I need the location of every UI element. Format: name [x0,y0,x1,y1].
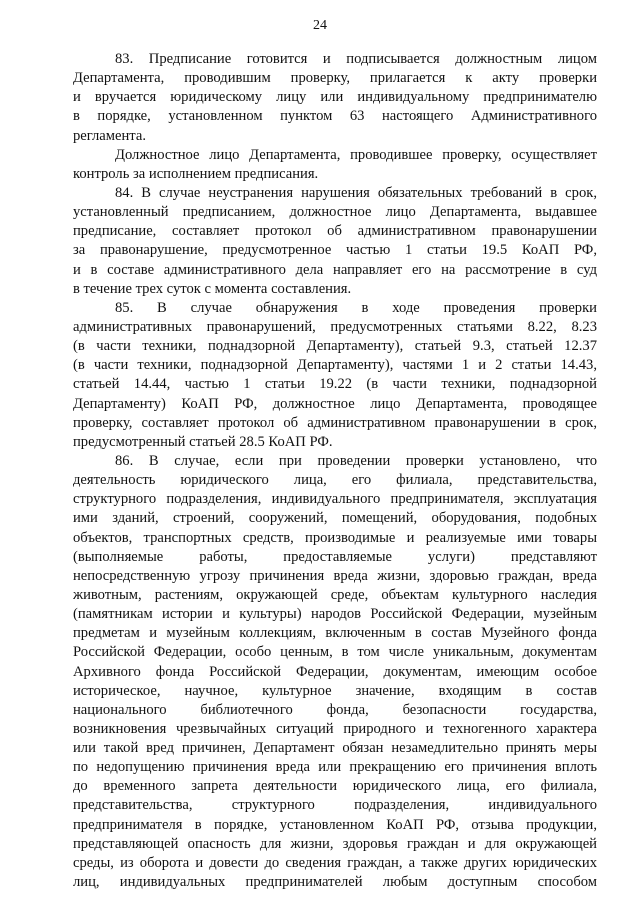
text-line: деятельность юридического лица, его филиала, представительства, [73,472,597,489]
text-line: предпринимателя в порядке, установленном КоАП РФ, отзыва продукции, [73,816,597,833]
text-line: Архивного фонда Российской Федерации, документам, имеющим особое [73,663,597,680]
text-line: национального библиотечного фонда, безопасности государства, [73,701,597,718]
text-line: контроль за исполнением предписания. [73,165,319,182]
text-line: представляющей опасность для жизни, здоровья граждан и для окружающей [73,835,597,852]
text-line: Должностное лицо Департамента, проводившее проверку, осуществляет [115,146,597,163]
text-line: объектов, транспортных средств, производимые и реализуемые ими товары [73,529,597,546]
text-line: 84. В случае неустранения нарушения обязательных требований в срок, [115,184,597,201]
text-line: (выполняемые работы, предоставляемые услуги) представляют [73,548,597,565]
text-line: предметам и музейным коллекциям, включенным в состав Музейного фонда [73,625,597,642]
text-line: и в составе административного дела направляет его на рассмотрение в суд [73,261,597,278]
text-line: лиц, индивидуальных предпринимателей любым доступным способом [73,874,597,891]
text-line: 83. Предписание готовится и подписывается должностным лицом [115,51,597,67]
text-line: по недопущению причинения вреда или прекращению его причинения вплоть [73,759,597,776]
text-line: (памятникам истории и культуры) народов Российской Федерации, музейным [73,606,597,623]
text-line: (в части техники, поднадзорной Департаменту), статьей 9.3, статьей 12.37 [73,338,597,355]
text-line: или такой вред причинен, Департамент обязан незамедлительно принять меры [73,740,597,757]
text-line: предусмотренный статьей 28.5 КоАП РФ. [73,433,333,450]
text-line: структурного подразделения, индивидуального предпринимателя, эксплуатация [73,491,597,508]
page-number: 24 [313,18,327,33]
text-line: Департамента, проводившим проверку, прилагается к акту проверки [73,70,597,87]
text-line: установленный предписанием, должностное лицо Департамента, выдавшее [73,204,597,221]
document-body [73,50,597,892]
text-line: Российской Федерации, особо ценным, в том числе уникальным, документам [73,644,597,661]
text-line: до временного запрета деятельности юридического лица, его филиала, [73,778,597,795]
text-line: непосредственную угрозу причинения вреда жизни, здоровью граждан, вреда [73,567,597,584]
text-line: проверку, составляет протокол об административном правонарушении в срок, [73,414,597,431]
text-line: регламента. [73,127,146,144]
text-line: 86. В случае, если при проведении проверки установлено, что [115,452,597,469]
text-line: 85. В случае обнаружения в ходе проведения проверки [115,299,597,316]
text-line: статьей 14.44, частью 1 статьи 19.22 (в части техники, поднадзорной [73,376,597,393]
text-line: предписание, составляет протокол об административном правонарушении [73,223,597,240]
text-line: Департаменту) КоАП РФ, должностное лицо Департамента, проводящее [73,395,597,412]
text-line: историческое, научное, культурное значение, входящим в состав [73,682,597,699]
text-line: и вручается юридическому лицу или индивидуальному предпринимателю [73,89,597,106]
text-line: животным, растениям, окружающей среде, объектам культурного наследия [73,586,597,603]
text-line: в течение трех суток с момента составления. [73,280,352,297]
text-line: (в части техники, поднадзорной Департаменту), частями 1 и 2 статьи 14.43, [73,357,597,374]
text-line: в порядке, установленном пунктом 63 настоящего Административного [73,108,597,125]
text-line: административных правонарушений, предусмотренных статьями 8.22, 8.23 [73,318,597,335]
text-line: возникновения чрезвычайных ситуаций природного и техногенного характера [73,720,597,737]
text-line: ими зданий, строений, сооружений, помещений, оборудования, подобных [73,510,597,527]
text-line: среды, из оборота и довести до сведения граждан, а также других юридических [73,854,597,871]
text-line: за правонарушение, предусмотренное частью 1 статьи 19.5 КоАП РФ, [73,242,597,259]
text-line: представительства, структурного подразделения, индивидуального [73,797,597,814]
